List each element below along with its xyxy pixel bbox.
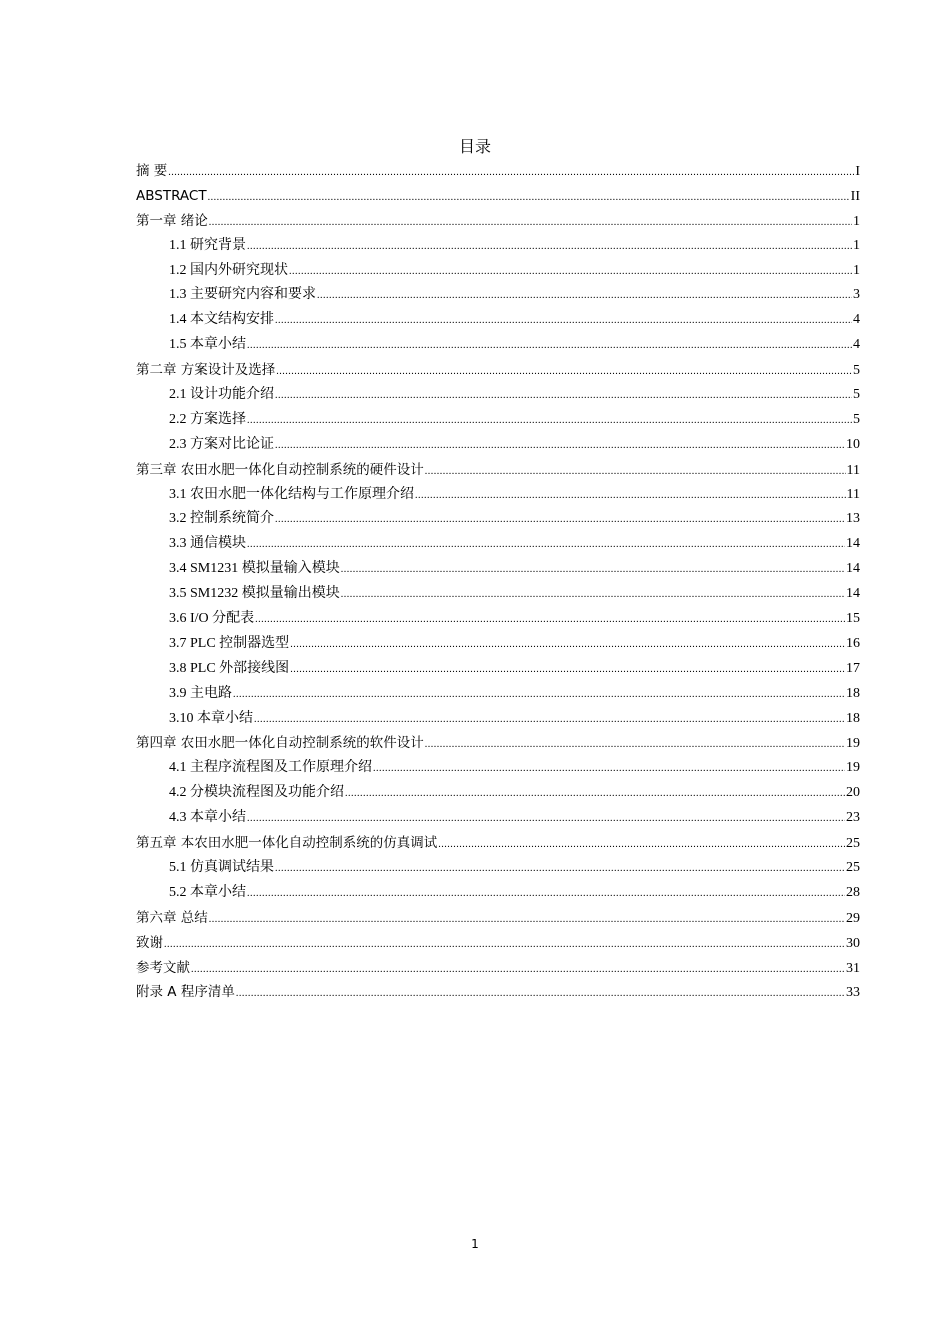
toc-entry-page: 25 <box>846 836 860 852</box>
toc-entry-page: 13 <box>846 511 860 527</box>
toc-section-entry[interactable] <box>136 236 860 261</box>
toc-leader-dots <box>247 809 845 829</box>
toc-entry-page: 29 <box>846 910 860 926</box>
toc-section-entry[interactable] <box>136 783 860 808</box>
toc-chapter-entry[interactable] <box>136 833 860 858</box>
toc-entry-label: 1.4 本文结构安排 <box>169 312 274 328</box>
toc-chapter-entry[interactable] <box>136 211 860 236</box>
toc-entry-label: 3.4 SM1231 模拟量输入模块 <box>169 561 340 577</box>
toc-leader-dots <box>289 262 852 282</box>
toc-title: 目录 <box>458 139 491 156</box>
toc-chapter-entry[interactable] <box>136 908 860 933</box>
toc-chapter-entry[interactable] <box>136 982 860 1007</box>
toc-section-entry[interactable] <box>136 684 860 709</box>
toc-section-entry[interactable] <box>136 485 860 510</box>
toc-leader-dots <box>341 560 845 580</box>
toc-chapter-entry[interactable] <box>136 186 860 211</box>
toc-leader-dots <box>425 462 846 482</box>
toc-leader-dots <box>415 486 846 506</box>
toc-entry-page: 17 <box>846 660 860 676</box>
toc-section-entry[interactable] <box>136 261 860 286</box>
toc-leader-dots <box>290 660 845 680</box>
toc-leader-dots <box>425 735 845 755</box>
toc-entry-page: 28 <box>846 884 860 900</box>
toc-section-entry[interactable] <box>136 509 860 534</box>
table-of-contents <box>136 161 860 1007</box>
toc-entry-label: 4.2 分模块流程图及功能介绍 <box>169 785 344 801</box>
toc-entry-page: 4 <box>853 312 860 328</box>
toc-leader-dots <box>275 311 852 331</box>
toc-entry-page: 11 <box>846 486 860 502</box>
toc-entry-page: 14 <box>846 561 860 577</box>
toc-entry-label: 3.9 主电路 <box>169 685 232 701</box>
toc-entry-label: 5.1 仿真调试结果 <box>169 859 274 875</box>
toc-chapter-entry[interactable] <box>136 161 860 186</box>
toc-entry-label: 第二章 方案设计及选择 <box>136 362 276 379</box>
toc-section-entry[interactable] <box>136 758 860 783</box>
toc-leader-dots <box>208 188 850 208</box>
toc-entry-page: 10 <box>846 436 860 452</box>
toc-section-entry[interactable] <box>136 435 860 460</box>
toc-entry-label: 1.5 本章小结 <box>169 337 246 353</box>
toc-leader-dots <box>247 237 852 257</box>
toc-entry-page: 3 <box>853 287 860 303</box>
toc-section-entry[interactable] <box>136 385 860 410</box>
toc-entry-label: 附录 A 程序清单 <box>136 984 235 1001</box>
toc-entry-page: 23 <box>846 810 860 826</box>
toc-entry-page: I <box>855 164 860 179</box>
toc-leader-dots <box>275 510 845 530</box>
toc-entry-page: 4 <box>853 337 860 353</box>
toc-entry-label: 3.8 PLC 外部接线图 <box>169 660 290 676</box>
toc-leader-dots <box>247 411 852 431</box>
toc-entry-label: 3.3 通信模块 <box>169 536 246 552</box>
toc-section-entry[interactable] <box>136 634 860 659</box>
toc-leader-dots <box>255 610 845 630</box>
toc-leader-dots <box>275 386 852 406</box>
toc-section-entry[interactable] <box>136 659 860 684</box>
toc-section-entry[interactable] <box>136 609 860 634</box>
toc-entry-label: 2.1 设计功能介绍 <box>169 387 274 403</box>
toc-leader-dots <box>438 835 845 855</box>
toc-leader-dots <box>209 910 845 930</box>
toc-entry-label: 2.3 方案对比论证 <box>169 436 274 452</box>
toc-entry-label: 参考文献 <box>136 959 190 976</box>
toc-entry-label: 第一章 绪论 <box>136 212 208 229</box>
toc-entry-page: 18 <box>846 685 860 701</box>
toc-leader-dots <box>247 884 845 904</box>
toc-entry-page: 33 <box>846 985 860 1001</box>
toc-entry-page: 1 <box>853 262 860 278</box>
toc-entry-label: 3.10 本章小结 <box>169 710 253 726</box>
toc-leader-dots <box>275 859 845 879</box>
toc-section-entry[interactable] <box>136 534 860 559</box>
toc-section-entry[interactable] <box>136 584 860 609</box>
toc-entry-label: 3.6 I/O 分配表 <box>169 611 255 627</box>
toc-entry-label: 4.1 主程序流程图及工作原理介绍 <box>169 760 372 776</box>
toc-entry-label: 2.2 方案选择 <box>169 411 246 427</box>
toc-leader-dots <box>341 585 845 605</box>
toc-entry-page: 1 <box>853 237 860 253</box>
toc-entry-page: 19 <box>846 736 860 752</box>
toc-entry-label: 第三章 农田水肥一体化自动控制系统的硬件设计 <box>136 461 424 478</box>
toc-entry-label: 5.2 本章小结 <box>169 884 246 900</box>
toc-section-entry[interactable] <box>136 335 860 360</box>
toc-entry-label: 1.3 主要研究内容和要求 <box>169 287 316 303</box>
toc-entry-page: II <box>850 188 860 204</box>
toc-entry-page: 16 <box>846 635 860 651</box>
toc-entry-label: 1.2 国内外研究现状 <box>169 262 288 278</box>
toc-entry-page: 14 <box>846 586 860 602</box>
toc-entry-page: 30 <box>846 935 860 951</box>
toc-leader-dots <box>276 362 852 382</box>
toc-leader-dots <box>290 635 845 655</box>
toc-section-entry[interactable] <box>136 808 860 833</box>
toc-entry-label: 致谢 <box>136 934 163 951</box>
toc-leader-dots <box>254 710 845 730</box>
toc-chapter-entry[interactable] <box>136 460 860 485</box>
toc-entry-page: 14 <box>846 536 860 552</box>
toc-section-entry[interactable] <box>136 858 860 883</box>
toc-entry-label: 4.3 本章小结 <box>169 810 246 826</box>
toc-entry-label: 摘 要 <box>136 163 168 179</box>
toc-entry-label: 1.1 研究背景 <box>169 237 246 253</box>
toc-entry-label: 3.2 控制系统简介 <box>169 511 274 527</box>
toc-chapter-entry[interactable] <box>136 958 860 983</box>
toc-section-entry[interactable] <box>136 559 860 584</box>
toc-leader-dots <box>191 960 845 980</box>
toc-section-entry[interactable] <box>136 709 860 734</box>
toc-leader-dots <box>317 286 852 306</box>
toc-entry-label: 第六章 总结 <box>136 909 208 926</box>
toc-entry-label: 第五章 本农田水肥一体化自动控制系统的仿真调试 <box>136 835 438 852</box>
page-number: 1 <box>471 1237 479 1251</box>
toc-entry-page: 25 <box>846 859 860 875</box>
toc-leader-dots <box>373 759 845 779</box>
toc-section-entry[interactable] <box>136 285 860 310</box>
toc-entry-label: ABSTRACT <box>136 187 207 204</box>
toc-entry-page: 11 <box>846 462 860 478</box>
toc-section-entry[interactable] <box>136 310 860 335</box>
toc-entry-page: 20 <box>846 785 860 801</box>
toc-entry-page: 19 <box>846 760 860 776</box>
toc-leader-dots <box>233 685 845 705</box>
toc-entry-label: 第四章 农田水肥一体化自动控制系统的软件设计 <box>136 735 424 752</box>
toc-leader-dots <box>247 535 845 555</box>
toc-entry-page: 31 <box>846 960 860 976</box>
toc-chapter-entry[interactable] <box>136 733 860 758</box>
toc-entry-label: 3.7 PLC 控制器选型 <box>169 635 290 651</box>
toc-chapter-entry[interactable] <box>136 360 860 385</box>
toc-leader-dots <box>247 336 852 356</box>
toc-leader-dots <box>275 436 845 456</box>
toc-leader-dots <box>164 935 845 955</box>
toc-entry-label: 3.5 SM1232 模拟量输出模块 <box>169 586 340 602</box>
toc-entry-page: 15 <box>846 611 860 627</box>
toc-leader-dots <box>168 163 854 183</box>
toc-leader-dots <box>236 984 845 1004</box>
toc-entry-page: 5 <box>853 387 860 403</box>
toc-chapter-entry[interactable] <box>136 933 860 958</box>
toc-leader-dots <box>209 213 852 233</box>
toc-section-entry[interactable] <box>136 410 860 435</box>
toc-entry-page: 5 <box>853 411 860 427</box>
toc-section-entry[interactable] <box>136 883 860 908</box>
toc-leader-dots <box>345 784 845 804</box>
toc-entry-page: 18 <box>846 710 860 726</box>
toc-entry-page: 1 <box>853 213 860 229</box>
toc-entry-page: 5 <box>853 363 860 379</box>
toc-entry-label: 3.1 农田水肥一体化结构与工作原理介绍 <box>169 486 414 502</box>
